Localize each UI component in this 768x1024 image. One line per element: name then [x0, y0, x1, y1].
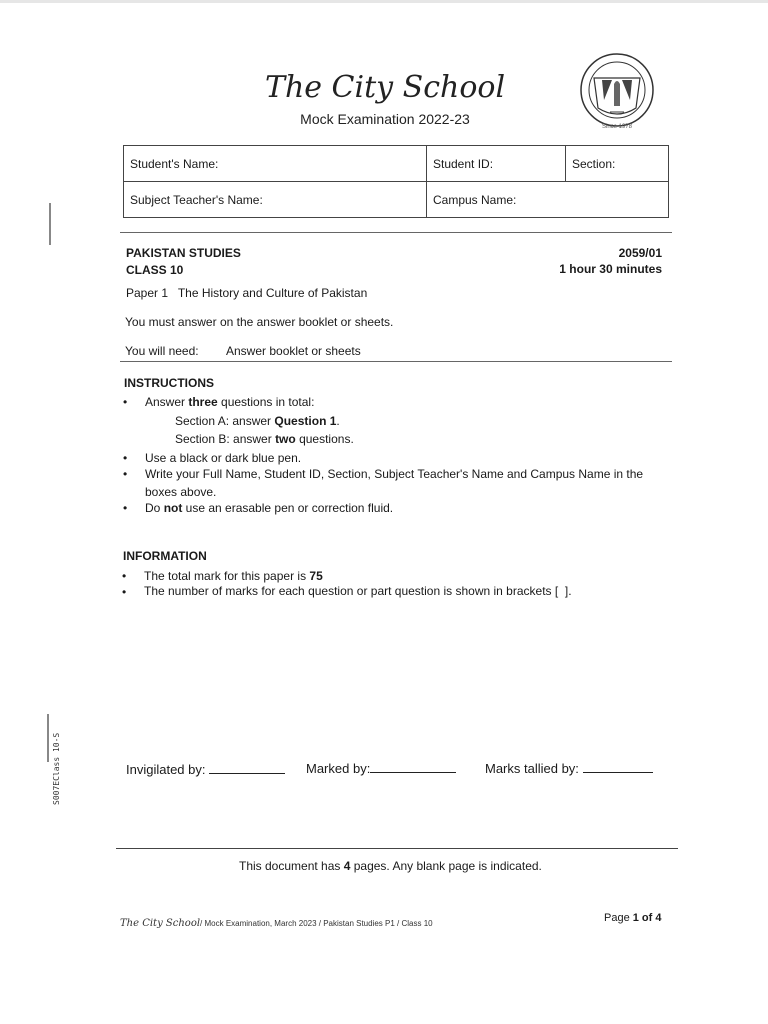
- you-will-need-label: You will need:: [125, 344, 199, 358]
- signature-blank: [583, 771, 653, 773]
- text-run: 4: [343, 859, 351, 873]
- subject-title: PAKISTAN STUDIES: [126, 246, 241, 260]
- scan-edge: [0, 0, 768, 3]
- campus-name-field[interactable]: [427, 182, 669, 218]
- instruction-item: Use a black or dark blue pen.: [145, 451, 302, 465]
- subject-teacher-label: Subject Teacher's Name:: [130, 192, 263, 207]
- bullet-icon: •: [122, 569, 127, 583]
- text-run: This document has: [239, 859, 344, 873]
- text-run: Page: [604, 912, 633, 924]
- student-info-table: [123, 145, 669, 218]
- footer-logo: The City School: [120, 918, 201, 929]
- subject-teacher-field[interactable]: [124, 182, 427, 218]
- divider: [120, 232, 672, 233]
- paper-code: 2059/01: [618, 246, 662, 260]
- text-run: not: [163, 501, 183, 515]
- text-run: Section A: answer: [175, 414, 275, 428]
- student-id-label: Student ID:: [433, 156, 494, 171]
- text-run: Question 1: [274, 414, 337, 428]
- answer-note: You must answer on the answer booklet or sheets.: [125, 315, 394, 329]
- signature-blank: [209, 772, 285, 774]
- page-number: [604, 912, 661, 924]
- student-name-field[interactable]: [124, 146, 427, 182]
- section-field[interactable]: [566, 146, 669, 182]
- text-run: 75: [309, 569, 323, 583]
- instruction-item: [145, 395, 314, 409]
- scan-mark: [47, 714, 49, 762]
- marks-tallied-label: Marks tallied by:: [485, 761, 579, 776]
- marks-tallied-field[interactable]: [485, 761, 653, 776]
- student-id-field[interactable]: [427, 146, 566, 182]
- text-run: pages. Any blank page is indicated.: [350, 859, 542, 873]
- bullet-icon: •: [123, 451, 128, 465]
- marked-by-field[interactable]: [306, 761, 456, 776]
- text-run: Section B: answer: [175, 432, 276, 446]
- side-code: S007EClass 10-S: [52, 732, 61, 805]
- since-label: Since 1978: [601, 124, 633, 130]
- invigilated-by-label: Invigilated by:: [126, 762, 206, 777]
- marked-by-label: Marked by:: [306, 761, 371, 776]
- instruction-section-b: [175, 432, 354, 446]
- text-run: Do: [145, 501, 164, 515]
- instruction-item: [145, 501, 393, 515]
- information-item: [144, 569, 323, 583]
- instruction-section-a: [175, 414, 340, 428]
- text-run: The total mark for this paper is: [144, 569, 310, 583]
- document-note: [239, 859, 542, 873]
- text-run: questions in total:: [217, 395, 315, 409]
- text-run: .: [336, 414, 340, 428]
- footer: [120, 918, 433, 929]
- you-will-need-value: Answer booklet or sheets: [226, 344, 361, 358]
- bullet-icon: •: [122, 585, 127, 599]
- section-label: Section:: [572, 156, 616, 171]
- signature-blank: [370, 771, 456, 773]
- school-name-logo: The City School: [264, 70, 506, 105]
- invigilated-by-field[interactable]: [126, 762, 285, 777]
- text-run: questions.: [295, 432, 354, 446]
- exam-title: Mock Examination 2022-23: [300, 111, 470, 127]
- bullet-icon: •: [123, 395, 128, 409]
- instruction-item: Write your Full Name, Student ID, Section, Subject Teacher's Name and Campus Name in the: [145, 467, 644, 481]
- scan-mark: [49, 203, 51, 245]
- information-item: The number of marks for each question or part question is shown in brackets [ ].: [144, 584, 572, 598]
- text-run: three: [188, 395, 218, 409]
- instructions-heading: INSTRUCTIONS: [124, 376, 214, 390]
- campus-name-label: Campus Name:: [433, 192, 517, 207]
- bullet-icon: •: [123, 501, 128, 515]
- paper-title: Paper 1 The History and Culture of Pakistan: [126, 286, 368, 300]
- divider: [120, 361, 672, 362]
- class-label: CLASS 10: [126, 263, 184, 277]
- instruction-item-continued: boxes above.: [145, 485, 217, 499]
- duration: 1 hour 30 minutes: [559, 262, 662, 276]
- text-run: two: [275, 432, 296, 446]
- divider: [116, 848, 678, 849]
- student-name-label: Student's Name:: [130, 156, 219, 171]
- text-run: 1 of 4: [632, 912, 662, 924]
- footer-text: / Mock Examination, March 2023 / Pakistan Studies P1 / Class 10: [200, 919, 433, 928]
- text-run: use an erasable pen or correction fluid.: [182, 501, 394, 515]
- text-run: Answer: [145, 395, 189, 409]
- bullet-icon: •: [123, 467, 128, 481]
- information-heading: INFORMATION: [123, 549, 207, 563]
